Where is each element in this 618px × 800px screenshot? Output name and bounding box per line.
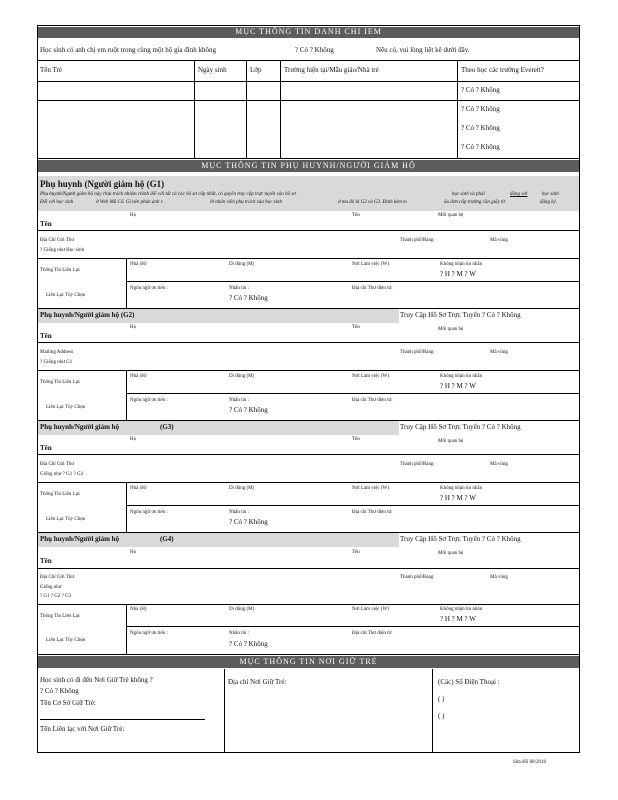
daycare-address-label: Địa chỉ Nơi Giữ Trẻ: (228, 678, 287, 686)
relation-label: Mối quan hệ (438, 439, 464, 444)
text-msg-label: Nhắn tin : (229, 398, 249, 403)
siblings-question: Học sinh có anh chị em ruột trong cùng một hộ gia đình không (40, 46, 216, 54)
col-grade: Lớp (250, 66, 262, 74)
relation-label: Mối quan hệ (438, 213, 464, 218)
text-msg-options[interactable]: ? Có ? Không (229, 294, 268, 302)
g3-title: Phụ huynh/Người giám hộ (40, 423, 120, 431)
no-contact-options[interactable]: ? H ? M ? W (440, 494, 476, 502)
section-daycare-header: MỤC THÔNG TIN NƠI GIỮ TRẺ (38, 656, 579, 668)
g2-title: Phụ huynh/Người giám hộ (G2) (40, 311, 135, 319)
section-child-header: MỤC THÔNG TIN DANH CHI IEM (38, 27, 579, 38)
sibling-everett-option[interactable]: ? Có ? Không (461, 143, 500, 151)
contact-pref-label: Liên Lạc Tùy Chọn (46, 638, 86, 643)
text-msg-label: Nhắn tin : (229, 631, 249, 636)
no-contact-options[interactable]: ? H ? M ? W (440, 382, 476, 390)
revision-note: Sửa đổi 08/2018 (513, 760, 546, 765)
g1-note: ới nhân viên phụ trách của học sinh (210, 200, 282, 205)
contact-info-label: Thông Tin Liên Lạc (40, 380, 81, 385)
address-label: Địa Chỉ Gửi Thư (40, 462, 75, 467)
col-everett: Theo học các trường Everett? (461, 66, 544, 74)
g1-note: học sinh (542, 192, 559, 197)
daycare-contact-label: Tên Liên lạc với Nơi Giữ Trẻ: (40, 725, 125, 733)
contact-pref-label: Liên Lạc Tùy Chọn (46, 405, 86, 410)
language-label: Ngôn ngữ ưu tiên : (130, 631, 168, 636)
daycare-phone-field[interactable]: ( ) (438, 695, 445, 703)
contact-info-label: Thông Tin Liên Lạc (40, 268, 81, 273)
language-label: Ngôn ngữ ưu tiên : (130, 510, 168, 515)
home-phone-label: Nhà (H) (130, 486, 147, 491)
g1-note: ở mu đó là G2 và G3. Đính kèm m (338, 200, 407, 205)
zip-label: Mã vùng (490, 462, 508, 467)
same-as-student-checkbox[interactable]: ? Giống như Học sinh (40, 248, 85, 253)
g1-note: đăng ký. (540, 200, 557, 205)
email-label: Địa chỉ Thư điện tử: (352, 286, 393, 291)
mobile-phone-label: Di động (M) (229, 486, 255, 491)
last-name-label: Họ (130, 550, 137, 555)
email-label: Địa chỉ Thư điện tử: (352, 631, 393, 636)
col-current-school: Trường hiện tại/Mẫu giáo/Nhà trẻ (284, 66, 379, 74)
contact-pref-label: Liên Lạc Tùy Chọn (46, 517, 86, 522)
first-name-label: Tên (352, 213, 360, 218)
city-label: Thành phố/Bang (400, 238, 434, 243)
g3-online-access[interactable]: Truy Cập Hồ Sơ Trực Tuyến ? Có ? Không (400, 423, 521, 431)
first-name-label: Tên (352, 437, 360, 442)
city-label: Thành phố/Bang (400, 462, 434, 467)
same-as-label: Giống như (40, 585, 62, 590)
work-phone-label: Nơi Làm việc (W) (352, 607, 389, 612)
relation-label: Mối quan hệ (438, 327, 464, 332)
name-label: Tên (40, 332, 52, 340)
language-label: Ngôn ngữ ưu tiên : (130, 398, 168, 403)
work-phone-label: Nơi Làm việc (W) (352, 262, 389, 267)
sibling-everett-option[interactable]: ? Có ? Không (461, 105, 500, 113)
g2-online-access[interactable]: Truy Cập Hồ Sơ Trực Tuyến ? Có ? Không (400, 311, 521, 319)
relation-label: Mối quan hệ (438, 551, 464, 556)
name-label: Tên (40, 557, 52, 565)
g1-note: đăng với (510, 192, 528, 197)
g1-note: ẩu đơn cấp trường cần giấy tờ (444, 200, 506, 205)
text-msg-options[interactable]: ? Có ? Không (229, 406, 268, 414)
name-label: Tên (40, 444, 52, 452)
zip-label: Mã vùng (490, 350, 508, 355)
work-phone-label: Nơi Làm việc (W) (352, 374, 389, 379)
first-name-label: Tên (352, 325, 360, 330)
home-phone-label: Nhà (H) (130, 374, 147, 379)
daycare-place-label: Tên Cơ Sở Giữ Trẻ: (40, 699, 96, 707)
address-label: Địa Chỉ Gửi Thư (40, 238, 75, 243)
daycare-phone-field[interactable]: ( ) (438, 712, 445, 720)
last-name-label: Họ (130, 213, 137, 218)
city-label: Thành phố/Bang (400, 575, 434, 580)
daycare-phones-label: (Các) Số Điện Thoại : (438, 678, 500, 686)
no-contact-label: Không nhận tin nhắn (440, 486, 483, 491)
daycare-options[interactable]: ? Có ? Không (40, 687, 79, 695)
sibling-everett-option[interactable]: ? Có ? Không (461, 86, 500, 94)
mobile-phone-label: Di động (M) (229, 262, 255, 267)
no-contact-options[interactable]: ? H ? M ? W (440, 270, 476, 278)
same-as-g1-checkbox[interactable]: ? Giống như G1 (40, 360, 73, 365)
g1-note: học sinh và phải (452, 192, 485, 197)
g4-online-access[interactable]: Truy Cập Hồ Sơ Trực Tuyến ? Có ? Không (400, 535, 521, 543)
section-parent-header: MỤC THÔNG TIN PHỤ HUYNH/NGƯỜI GIÁM HỘ (38, 160, 579, 172)
g1-note: Đối với học sinh (40, 200, 74, 205)
mailing-address-label: Mailing Address (40, 350, 74, 355)
same-as-g1-g2-g3-checkbox[interactable]: ? G1 ? G2 ? G3 (40, 594, 72, 599)
text-msg-label: Nhắn tin : (229, 286, 249, 291)
g1-title: Phụ huynh (Người giám hộ (G1) (40, 179, 165, 189)
contact-info-label: Thông Tin Liên Lạc (40, 492, 81, 497)
home-phone-label: Nhà (H) (130, 607, 147, 612)
name-label: Tên (40, 220, 52, 228)
text-msg-options[interactable]: ? Có ? Không (229, 518, 268, 526)
sibling-everett-option[interactable]: ? Có ? Không (461, 124, 500, 132)
home-phone-label: Nhà (H) (130, 262, 147, 267)
g4-tag: (G4) (160, 535, 174, 543)
form-frame (37, 25, 580, 753)
same-as-g1-g2-checkbox[interactable]: Giống như ? G1 ? G2 (40, 472, 84, 477)
email-label: Địa chỉ Thư điện tử: (352, 510, 393, 515)
col-dob: Ngày sinh (198, 66, 227, 74)
g1-note: Phụ huynh/Người giám hộ này chịu trách nhiệm chính đối với tất cả các hồ sơ cấp nhất, có quyền truy cập trực tuyến vào hồ sơ (40, 192, 296, 197)
text-msg-label: Nhắn tin : (229, 510, 249, 515)
no-contact-label: Không nhận tin nhắn (440, 262, 483, 267)
siblings-options[interactable]: ? Có ? Không (295, 46, 334, 54)
col-child-name: Tên Trẻ (40, 66, 62, 74)
first-name-label: Tên (352, 550, 360, 555)
email-label: Địa chỉ Thư điện tử: (352, 398, 393, 403)
no-contact-options[interactable]: ? H ? M ? W (440, 615, 476, 623)
contact-info-label: Thông Tin Liên Lạc (40, 614, 81, 619)
g1-note: ở Web Mã Cổ. Gi nên phản ánh v (96, 200, 163, 205)
no-contact-label: Không nhận tin nhắn (440, 374, 483, 379)
zip-label: Mã vùng (490, 575, 508, 580)
last-name-label: Họ (130, 325, 137, 330)
city-label: Thành phố/Bang (400, 350, 434, 355)
contact-pref-label: Liên Lạc Tùy Chọn (46, 293, 86, 298)
g3-tag: (G3) (160, 423, 174, 431)
siblings-instruction: Nếu có, vui lòng liệt kê dưới đây. (376, 46, 470, 54)
mobile-phone-label: Di động (M) (229, 607, 255, 612)
daycare-question: Học sinh có đi đến Nơi Giữ Trẻ không ? (40, 676, 153, 684)
last-name-label: Họ (130, 437, 137, 442)
zip-label: Mã vùng (490, 238, 508, 243)
text-msg-options[interactable]: ? Có ? Không (229, 640, 268, 648)
no-contact-label: Không nhận tin nhắn (440, 607, 483, 612)
language-label: Ngôn ngữ ưu tiên : (130, 286, 168, 291)
g4-title: Phụ huynh/Người giám hộ (40, 535, 120, 543)
address-label: Địa Chỉ Gửi Thư (40, 575, 75, 580)
work-phone-label: Nơi Làm việc (W) (352, 486, 389, 491)
mobile-phone-label: Di động (M) (229, 374, 255, 379)
